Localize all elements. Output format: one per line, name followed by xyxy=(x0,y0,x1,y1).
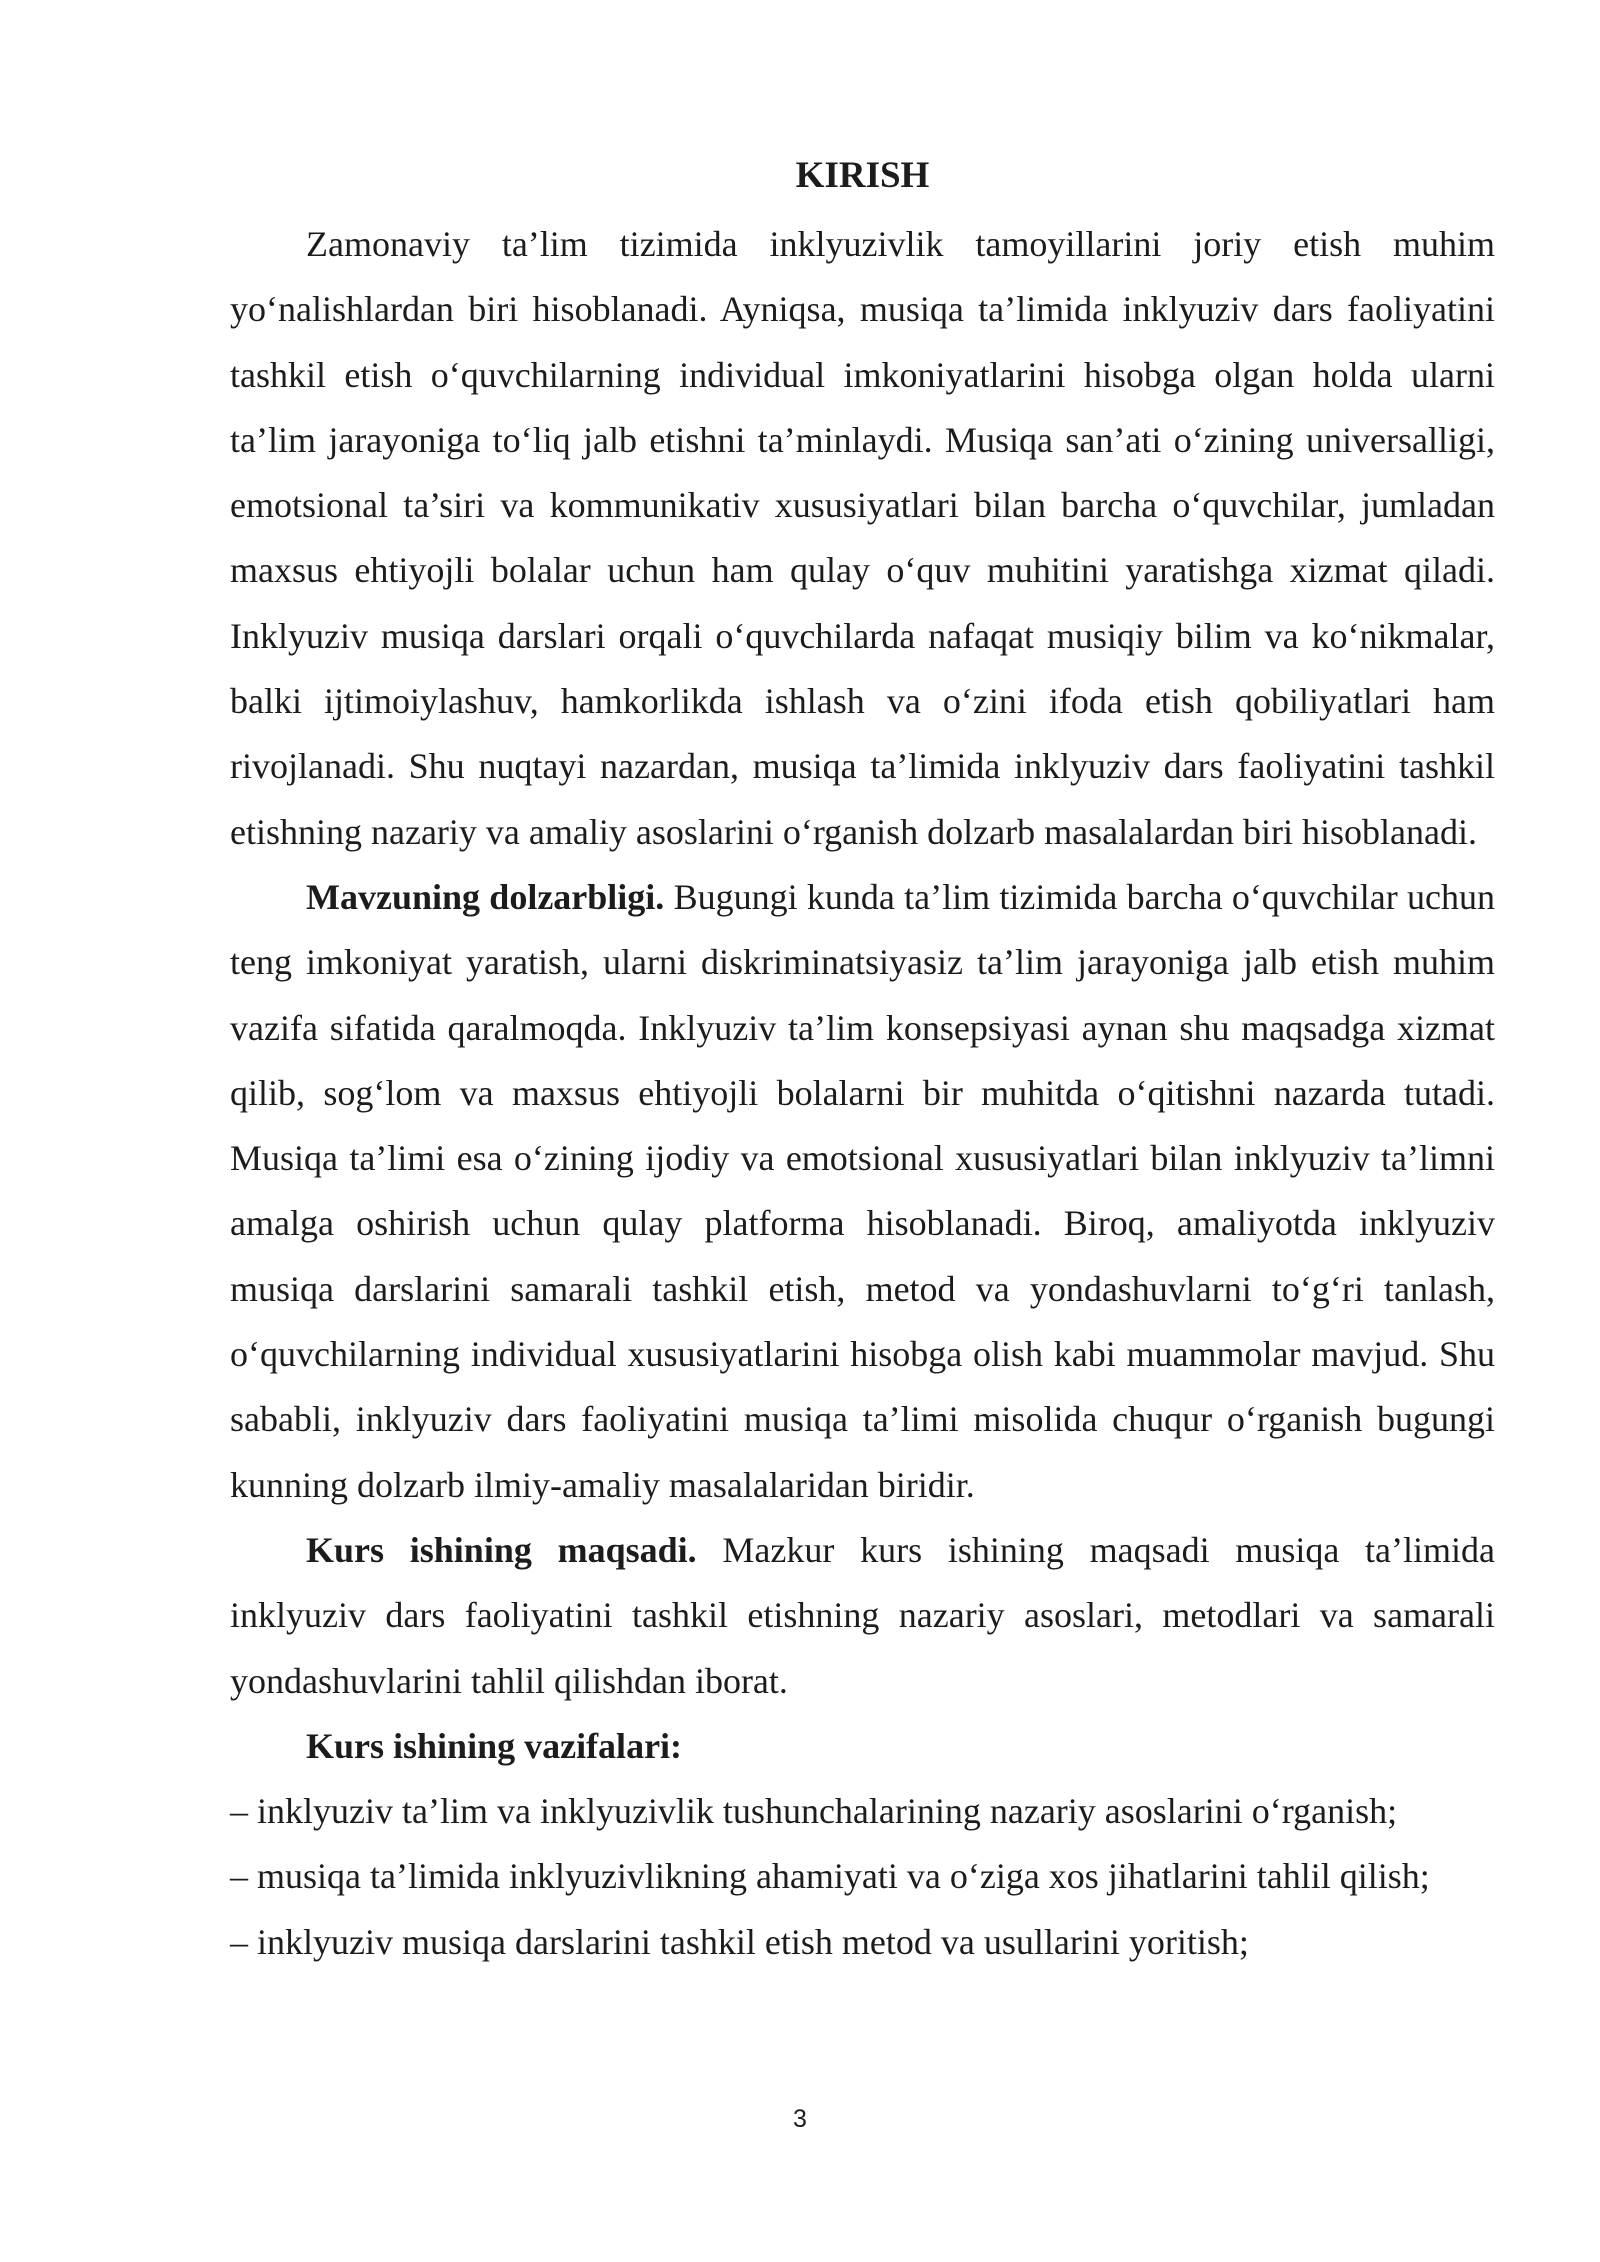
task-item: – inklyuziv ta’lim va inklyuzivlik tushunchalarining nazariy asoslarini o‘rganish; xyxy=(230,1791,1398,1832)
goal-text: Mazkur kurs ishining maqsadi musiqa ta’limida inklyuziv dars faoliyatini tashkil etishning nazariy asoslari, metodlari va samarali yondashuvlarini tahlil qilishdan iborat. xyxy=(230,1529,1496,1701)
goal-heading: Kurs ishining maqsadi. xyxy=(306,1529,697,1570)
task-item: – inklyuziv musiqa darslarini tashkil etish metod va usullarini yoritish; xyxy=(230,1921,1249,1962)
goal-paragraph xyxy=(230,1518,1495,1714)
document-page xyxy=(230,150,1495,1975)
page-number: 3 xyxy=(793,2105,807,2133)
intro-paragraph: Zamonaviy ta’lim tizimida inklyuzivlik tamoyillarini joriy etish muhim yo‘nalishlardan biri hisoblanadi. Ayniqsa, musiqa ta’limida inklyuziv dars faoliyatini tashkil etish o‘quvchilarning individual imkoniyatlarini hisobga olgan holda ularni ta’lim jarayoniga to‘liq jalb etishni ta’minlaydi. Musiqa san’ati o‘zining universalligi, emotsional ta’siri va kommunikativ xususiyatlari bilan barcha o‘quvchilar, jumladan maxsus ehtiyojli bolalar uchun ham qulay o‘quv muhitini yaratishga xizmat qiladi. Inklyuziv musiqa darslari orqali o‘quvchilarda nafaqat musiqiy bilim va ko‘nikmalar, balki ijtimoiylashuv, hamkorlikda ishlash va o‘zini ifoda etish qobiliyatlari ham rivojlanadi. Shu nuqtayi nazardan, musiqa ta’limida inklyuziv dars faoliyatini tashkil etishning nazariy va amaliy asoslarini o‘rganish dolzarb masalalardan biri hisoblanadi. xyxy=(230,224,1495,852)
tasks-list xyxy=(230,1779,1495,1975)
task-item: – musiqa ta’limida inklyuzivlikning ahamiyati va o‘ziga xos jihatlarini tahlil qilish; xyxy=(230,1856,1430,1897)
page-title: KIRISH xyxy=(795,155,930,196)
relevance-heading: Mavzuning dolzarbligi. xyxy=(306,876,665,917)
tasks-heading: Kurs ishining vazifalari: xyxy=(306,1725,683,1766)
relevance-text: Bugungi kunda ta’lim tizimida barcha o‘quvchilar uchun teng imkoniyat yaratish, ularni diskriminatsiyasiz ta’lim jarayoniga jalb etish muhim vazifa sifatida qaralmoqda. Inklyuziv ta’lim konsepsiyasi aynan shu maqsadga xizmat qilib, sog‘lom va maxsus ehtiyojli bolalarni bir muhitda o‘qitishni nazarda tutadi. Musiqa ta’limi esa o‘zining ijodiy va emotsional xususiyatlari bilan inklyuziv ta’limni amalga oshirish uchun qulay platforma hisoblanadi. Biroq, amaliyotda inklyuziv musiqa darslarini samarali tashkil etish, metod va yondashuvlarni to‘g‘ri tanlash, o‘quvchilarning individual xususiyatlarini hisobga olish kabi muammolar mavjud. Shu sababli, inklyuziv dars faoliyatini musiqa ta’limi misolida chuqur o‘rganish bugungi kunning dolzarb ilmiy-amaliy masalalaridan biridir. xyxy=(230,876,1496,1505)
relevance-paragraph xyxy=(230,865,1495,1518)
